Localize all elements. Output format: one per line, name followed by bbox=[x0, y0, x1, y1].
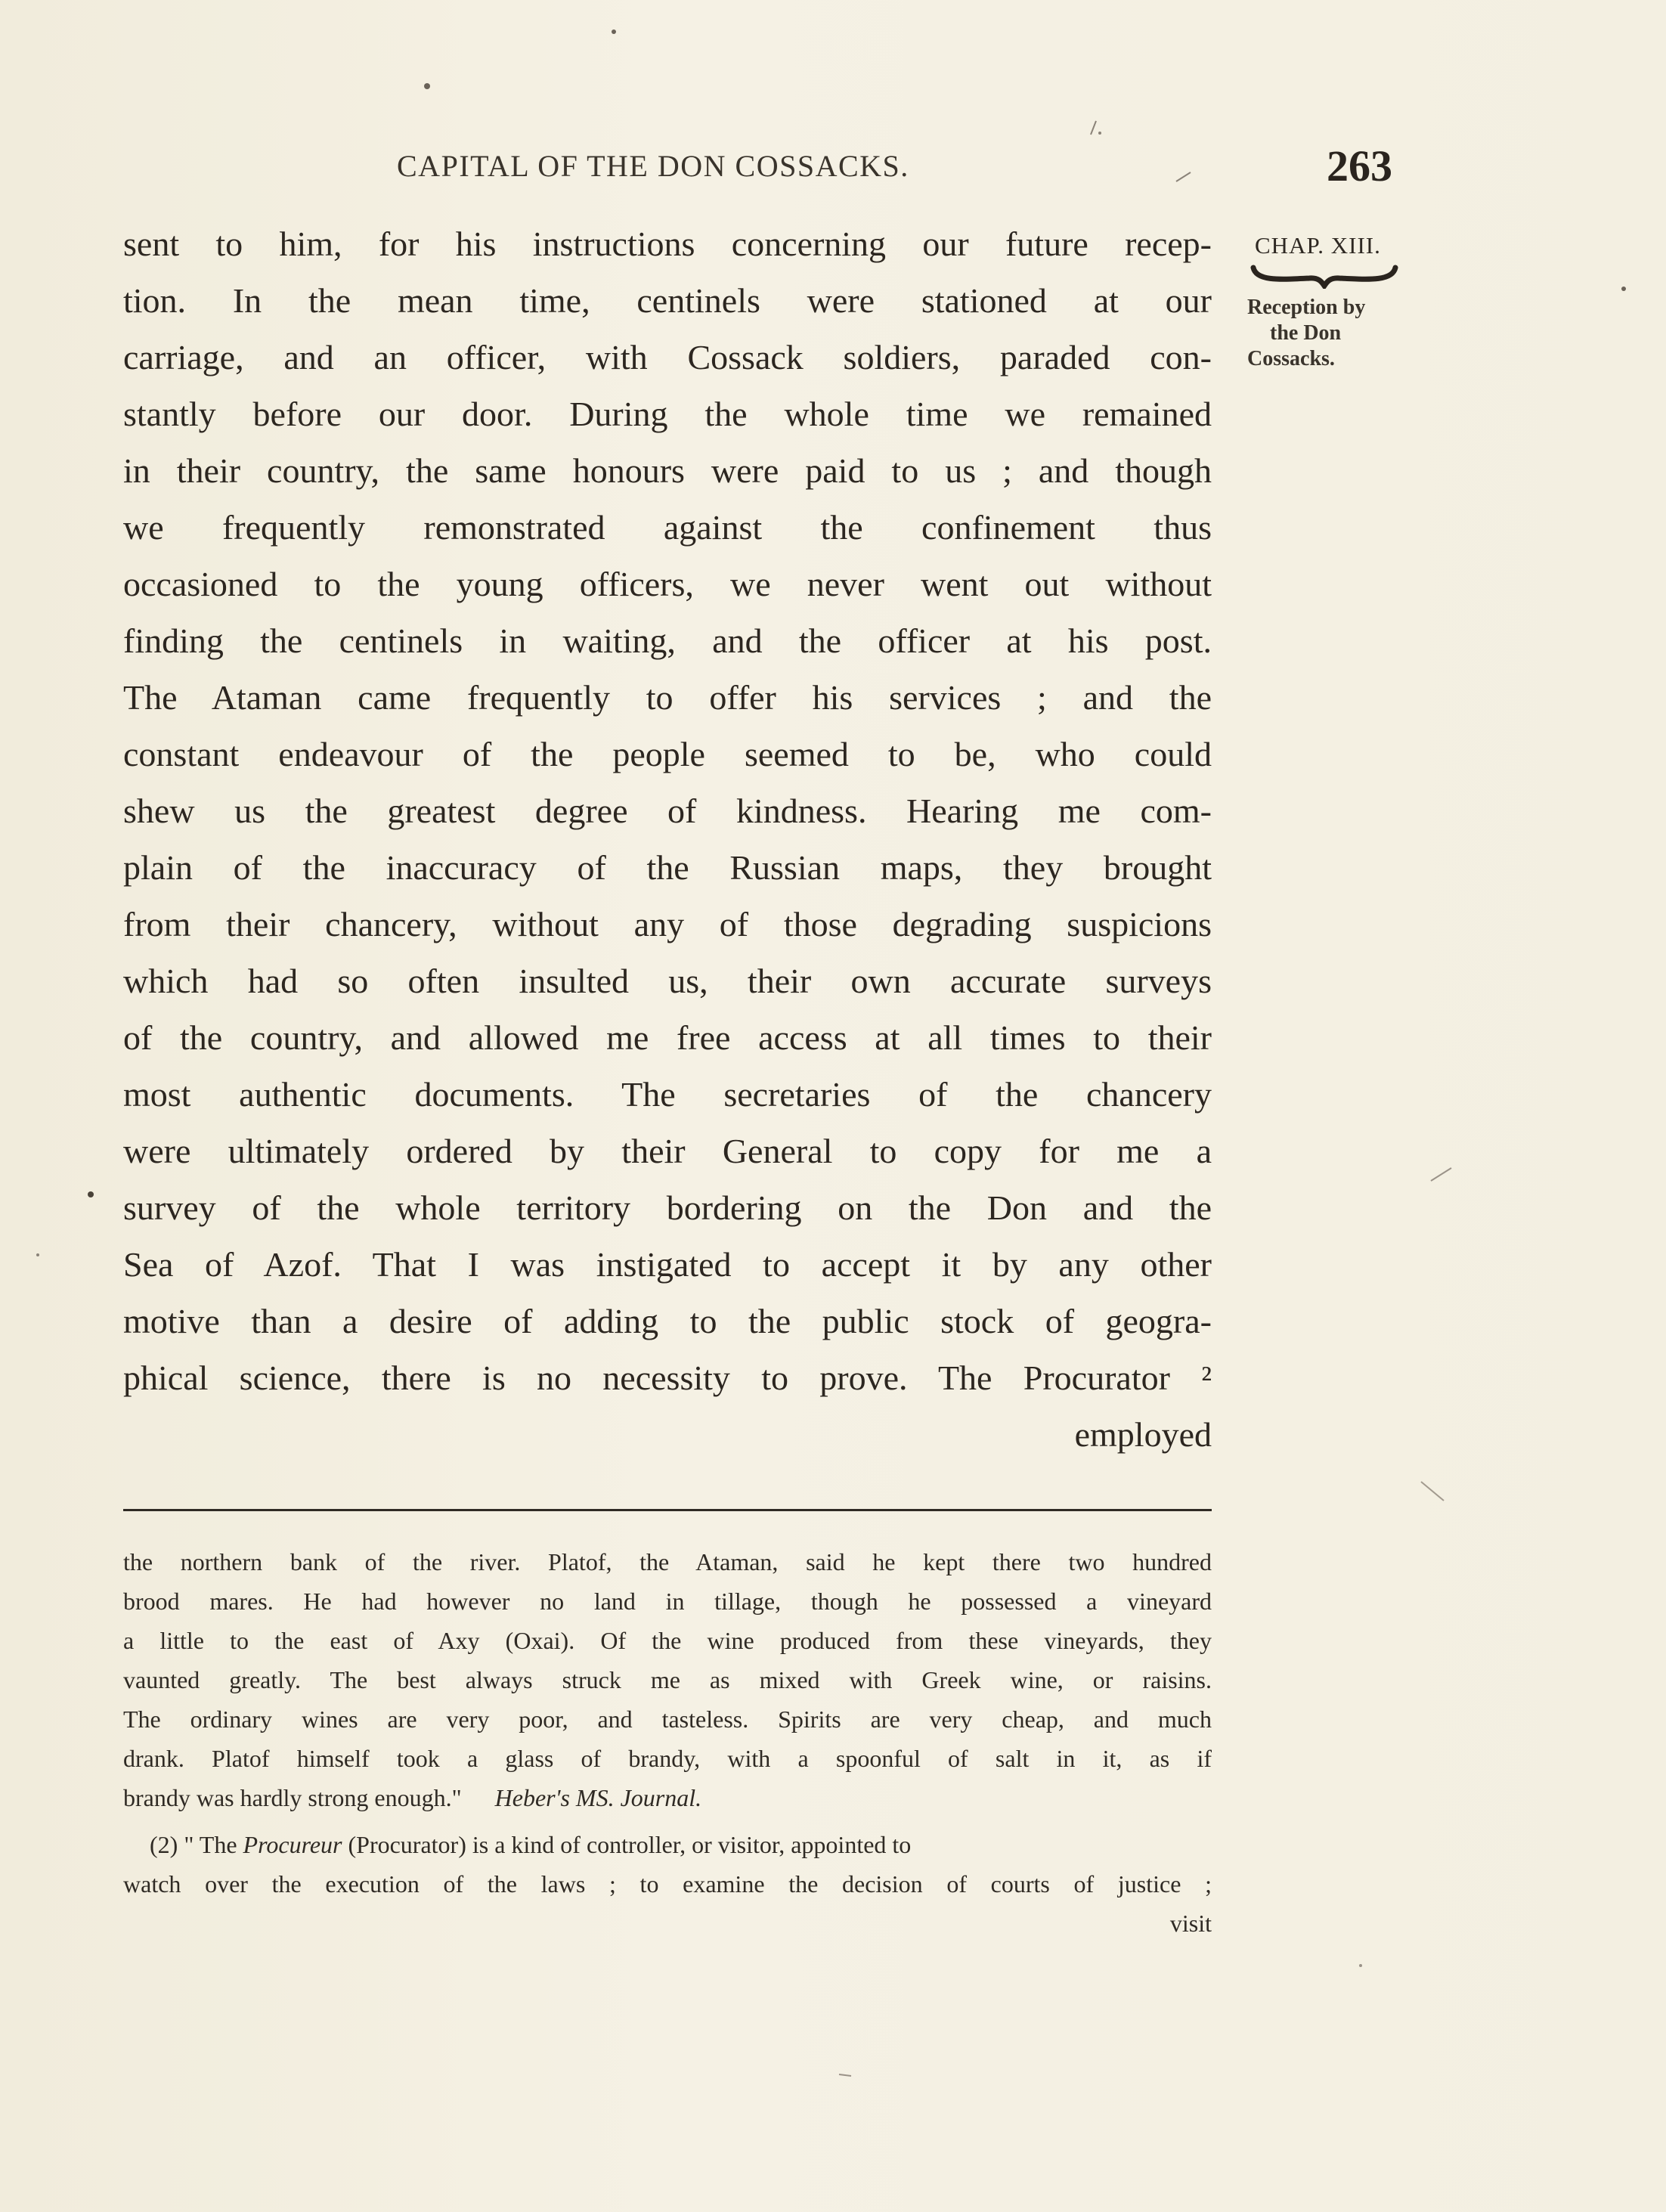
body-line: which had so often insulted us, their own accurate surveys bbox=[123, 962, 1212, 1000]
body-line: motive than a desire of adding to the public stock of geogra- bbox=[123, 1302, 1212, 1340]
curly-brace-ornament bbox=[1249, 263, 1400, 289]
footnote-line: the northern bank of the river. Platof, the Ataman, said he kept there two hundred bbox=[123, 1548, 1212, 1575]
body-line: were ultimately ordered by their General to copy for me a bbox=[123, 1132, 1212, 1170]
body-line: constant endeavour of the people seemed to be, who could bbox=[123, 735, 1212, 773]
page-number: 263 bbox=[1327, 141, 1392, 191]
running-title: CAPITAL OF THE DON COSSACKS. bbox=[397, 149, 909, 183]
body-line: plain of the inaccuracy of the Russian maps, they brought bbox=[123, 848, 1212, 887]
footnote-line bbox=[123, 1825, 1212, 1864]
body-line: survey of the whole territory bordering on the Don and the bbox=[123, 1188, 1212, 1227]
body-line: most authentic documents. The secretaries of the chancery bbox=[123, 1075, 1212, 1114]
margin-note-line: Cossacks. bbox=[1247, 347, 1335, 370]
footnote-text: brandy was hardly strong enough." bbox=[123, 1784, 462, 1811]
body-line: shew us the greatest degree of kindness. Hearing me com- bbox=[123, 792, 1212, 830]
footnote-marker: (2) bbox=[150, 1831, 178, 1858]
body-line: Sea of Azof. That I was instigated to accept it by any other bbox=[123, 1245, 1212, 1284]
footnote-divider bbox=[123, 1509, 1212, 1511]
footnote-catchword: visit bbox=[1169, 1910, 1212, 1937]
body-line: carriage, and an officer, with Cossack soldiers, paraded con- bbox=[123, 338, 1212, 376]
body-line: from their chancery, without any of those degrading suspicions bbox=[123, 905, 1212, 943]
body-line: of the country, and allowed me free access at all times to their bbox=[123, 1018, 1212, 1057]
footnote-source: Heber's MS. Journal. bbox=[494, 1784, 702, 1811]
footnote-line: brood mares. He had however no land in tillage, though he possessed a vineyard bbox=[123, 1588, 1212, 1615]
footnote-italic-term: Procureur bbox=[243, 1831, 342, 1858]
footnote-line: watch over the execution of the laws ; to examine the decision of courts of justice ; bbox=[123, 1870, 1212, 1898]
body-line: finding the centinels in waiting, and the officer at his post. bbox=[123, 621, 1212, 660]
footnote-text: " The bbox=[184, 1831, 237, 1858]
footnote-line: a little to the east of Axy (Oxai). Of the wine produced from these vineyards, they bbox=[123, 1627, 1212, 1654]
catchword: employed bbox=[1074, 1415, 1212, 1454]
footnote-line: drank. Platof himself took a glass of brandy, with a spoonful of salt in it, as if bbox=[123, 1745, 1212, 1772]
body-line: The Ataman came frequently to offer his services ; and the bbox=[123, 678, 1212, 717]
body-line: we frequently remonstrated against the confinement thus bbox=[123, 508, 1212, 547]
footnote-text: (Procurator) is a kind of controller, or visitor, appointed to bbox=[348, 1831, 912, 1858]
footnotes bbox=[123, 1542, 1212, 1943]
margin-note bbox=[1247, 295, 1421, 372]
body-line: in their country, the same honours were paid to us ; and though bbox=[123, 451, 1212, 490]
body-line: sent to him, for his instructions concerning our future recep- bbox=[123, 225, 1212, 263]
footnote-line: The ordinary wines are very poor, and tasteless. Spirits are very cheap, and much bbox=[123, 1705, 1212, 1733]
body-line: tion. In the mean time, centinels were stationed at our bbox=[123, 281, 1212, 320]
footnote-line bbox=[123, 1778, 1212, 1817]
body-line: occasioned to the young officers, we never went out without bbox=[123, 565, 1212, 603]
body-line: stantly before our door. During the whole time we remained bbox=[123, 395, 1212, 433]
body-text bbox=[123, 215, 1212, 1463]
margin-note-line: the Don bbox=[1270, 321, 1342, 345]
footnote-line: vaunted greatly. The best always struck me as mixed with Greek wine, or raisins. bbox=[123, 1666, 1212, 1693]
body-line: phical science, there is no necessity to prove. The Procurator ² bbox=[123, 1358, 1212, 1397]
chapter-heading: CHAP. XIII. bbox=[1255, 232, 1381, 259]
margin-note-line: Reception by bbox=[1247, 296, 1366, 319]
